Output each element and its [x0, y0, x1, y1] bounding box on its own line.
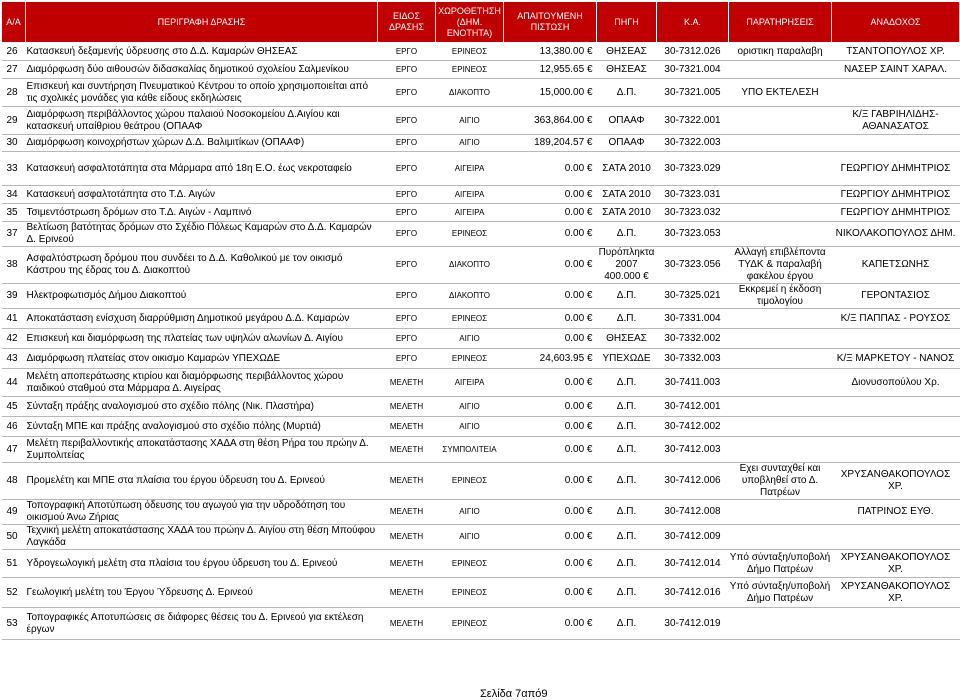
- row-number: 37: [2, 222, 26, 247]
- row-type: ΕΡΓΟ: [378, 152, 436, 186]
- row-ka: 30-7412.003: [657, 437, 729, 463]
- row-number: 51: [2, 550, 26, 578]
- row-description: Υδρογεωλογική μελέτη στα πλαίσια του έργου ύδρευση του Δ. Ερινεού: [26, 550, 378, 578]
- row-remarks: [729, 204, 832, 222]
- row-ka: 30-7411.003: [657, 369, 729, 397]
- table-row: [2, 608, 960, 640]
- table-row: [2, 329, 960, 349]
- row-ka: 30-7322.003: [657, 135, 729, 152]
- row-location: ΕΡΙΝΕΟΣ: [436, 550, 504, 578]
- row-description: Αποκατάσταση ενίσχυση διαρρύθμιση Δημοτικού μεγάρου Δ.Δ. Καμαρών: [26, 309, 378, 329]
- row-responsible: [832, 417, 960, 437]
- row-location: ΕΡΙΝΕΟΣ: [436, 578, 504, 608]
- row-responsible: ΓΕΩΡΓΙΟΥ ΔΗΜΗΤΡΙΟΣ: [832, 152, 960, 186]
- row-source: Δ.Π.: [597, 309, 657, 329]
- row-credit: 0.00 €: [504, 329, 597, 349]
- row-ka: 30-7412.014: [657, 550, 729, 578]
- row-remarks: Εχει συνταχθεί και υποβληθεί στο Δ. Πατρέων: [729, 463, 832, 500]
- row-ka: 30-7322.001: [657, 107, 729, 135]
- row-source: ΣΑΤΑ 2010: [597, 204, 657, 222]
- row-type: ΕΡΓΟ: [378, 135, 436, 152]
- row-credit: 0.00 €: [504, 525, 597, 550]
- row-location: ΑΙΓΕΙΡΑ: [436, 369, 504, 397]
- row-credit: 15,000.00 €: [504, 79, 597, 107]
- table-row: [2, 135, 960, 152]
- row-source: ΘΗΣΕΑΣ: [597, 329, 657, 349]
- row-remarks: Υπό σύνταξη/υποβολή Δήμο Πατρέων: [729, 578, 832, 608]
- table-row: [2, 186, 960, 204]
- row-remarks: [729, 309, 832, 329]
- row-credit: 13,380.00 €: [504, 43, 597, 61]
- row-ka: 30-7412.001: [657, 397, 729, 417]
- table-row: [2, 107, 960, 135]
- row-remarks: [729, 186, 832, 204]
- row-responsible: Διονυσοπούλου Χρ.: [832, 369, 960, 397]
- row-remarks: [729, 222, 832, 247]
- row-location: ΑΙΓΙΟ: [436, 329, 504, 349]
- row-type: ΜΕΛΕΤΗ: [378, 463, 436, 500]
- table-header: [2, 2, 960, 43]
- row-responsible: ΝΑΣΕΡ ΣΑΙΝΤ ΧΑΡΑΛ.: [832, 61, 960, 79]
- row-source: ΘΗΣΕΑΣ: [597, 61, 657, 79]
- row-number: 27: [2, 61, 26, 79]
- row-type: ΜΕΛΕΤΗ: [378, 550, 436, 578]
- row-ka: 30-7321.004: [657, 61, 729, 79]
- row-number: 42: [2, 329, 26, 349]
- table-row: [2, 578, 960, 608]
- row-location: ΣΥΜΠΟΛΙΤΕΙΑ: [436, 437, 504, 463]
- row-responsible: [832, 525, 960, 550]
- table-row: [2, 43, 960, 61]
- row-responsible: ΠΑΤΡΙΝΟΣ ΕΥΘ.: [832, 500, 960, 525]
- table-row: [2, 417, 960, 437]
- row-source: Πυρόπληκτα 2007 400.000 €: [597, 247, 657, 284]
- row-description: Ασφαλτόστρωση δρόμου που συνδέει το Δ.Δ. Καθολικού με τον οικισμό Κάστρου της έδρας του Δ. Διακοπτού: [26, 247, 378, 284]
- row-credit: 24,603.95 €: [504, 349, 597, 369]
- table-row: [2, 152, 960, 186]
- row-ka: 30-7323.056: [657, 247, 729, 284]
- row-location: ΑΙΓΙΟ: [436, 107, 504, 135]
- row-number: 29: [2, 107, 26, 135]
- row-credit: 0.00 €: [504, 397, 597, 417]
- row-responsible: ΓΕΡΟΝΤΑΣΙΟΣ: [832, 284, 960, 309]
- row-responsible: ΧΡΥΣΑΝΘΑΚΟΠΟΥΛΟΣ ΧΡ.: [832, 463, 960, 500]
- row-source: Δ.Π.: [597, 500, 657, 525]
- header-aa: Α/Α: [2, 2, 26, 43]
- row-source: Δ.Π.: [597, 284, 657, 309]
- row-description: Τοπογραφική Αποτύπωση όδευσης του αγωγού για την υδροδότηση του οικισμού Άνω Ζήριας: [26, 500, 378, 525]
- row-description: Ηλεκτροφωτισμός Δήμου Διακοπτού: [26, 284, 378, 309]
- row-number: 34: [2, 186, 26, 204]
- row-location: ΔΙΑΚΟΠΤΟ: [436, 284, 504, 309]
- row-description: Επισκευή και διαμόρφωση της πλατείας των υψηλών αλωνίων Δ. Αιγίου: [26, 329, 378, 349]
- row-ka: 30-7332.003: [657, 349, 729, 369]
- row-number: 46: [2, 417, 26, 437]
- row-description: Κατασκευή ασφαλτοτάπητα στο Τ.Δ. Αιγών: [26, 186, 378, 204]
- row-number: 26: [2, 43, 26, 61]
- row-remarks: [729, 525, 832, 550]
- row-responsible: ΓΕΩΡΓΙΟΥ ΔΗΜΗΤΡΙΟΣ: [832, 186, 960, 204]
- row-location: ΔΙΑΚΟΠΤΟ: [436, 247, 504, 284]
- row-description: Τοπογραφικές Αποτυπώσεις σε διάφορες θέσεις του Δ. Ερινεού για εκτέλεση έργων: [26, 608, 378, 640]
- row-ka: 30-7412.019: [657, 608, 729, 640]
- row-type: ΜΕΛΕΤΗ: [378, 525, 436, 550]
- table-row: [2, 500, 960, 525]
- row-ka: 30-7323.053: [657, 222, 729, 247]
- row-remarks: οριστικη παραλαβη: [729, 43, 832, 61]
- table-row: [2, 309, 960, 329]
- row-location: ΑΙΓΙΟ: [436, 397, 504, 417]
- row-responsible: ΝΙΚΟΛΑΚΟΠΟΥΛΟΣ ΔΗΜ.: [832, 222, 960, 247]
- row-number: 38: [2, 247, 26, 284]
- row-location: ΕΡΙΝΕΟΣ: [436, 309, 504, 329]
- row-description: Τεχνική μελέτη αποκατάστασης ΧΑΔΑ του πρώην Δ. Αιγίου στη θέση Μπούφου Λαγκάδα: [26, 525, 378, 550]
- row-type: ΕΡΓΟ: [378, 329, 436, 349]
- row-credit: 0.00 €: [504, 204, 597, 222]
- table-row: [2, 550, 960, 578]
- row-number: 49: [2, 500, 26, 525]
- header-ka: Κ.Α.: [657, 2, 729, 43]
- table-row: [2, 61, 960, 79]
- table-row: [2, 525, 960, 550]
- row-credit: 189,204.57 €: [504, 135, 597, 152]
- row-description: Διαμόρφωση κοινοχρήστων χώρων Δ.Δ. Βαλιμιτίκων (ΟΠΑΑΦ): [26, 135, 378, 152]
- row-type: ΕΡΓΟ: [378, 222, 436, 247]
- row-number: 28: [2, 79, 26, 107]
- row-ka: 30-7332.002: [657, 329, 729, 349]
- row-source: Δ.Π.: [597, 578, 657, 608]
- row-number: 50: [2, 525, 26, 550]
- row-responsible: ΤΣΑΝΤΟΠΟΥΛΟΣ ΧΡ.: [832, 43, 960, 61]
- row-credit: 0.00 €: [504, 247, 597, 284]
- row-type: ΜΕΛΕΤΗ: [378, 369, 436, 397]
- row-type: ΕΡΓΟ: [378, 349, 436, 369]
- row-location: ΑΙΓΕΙΡΑ: [436, 152, 504, 186]
- row-number: 45: [2, 397, 26, 417]
- row-source: Δ.Π.: [597, 608, 657, 640]
- header-remarks: ΠΑΡΑΤΗΡΗΣΕΙΣ: [729, 2, 832, 43]
- row-remarks: [729, 107, 832, 135]
- row-number: 33: [2, 152, 26, 186]
- row-source: ΣΑΤΑ 2010: [597, 152, 657, 186]
- row-credit: 0.00 €: [504, 608, 597, 640]
- row-description: Βελτίωση βατότητας δρόμων στο Σχέδιο Πόλεως Καμαρών στο Δ.Δ. Καμαρών Δ. Ερινεού: [26, 222, 378, 247]
- row-type: ΕΡΓΟ: [378, 204, 436, 222]
- row-location: ΑΙΓΙΟ: [436, 525, 504, 550]
- row-description: Επισκευή και συντήρηση Πνευματικού Κέντρου το οποίο χρησιμοποιείται από τις σχολικές μονάδες για κάθε είδους εκδηλώσεις: [26, 79, 378, 107]
- table-row: [2, 284, 960, 309]
- row-responsible: Κ/Ξ ΓΑΒΡΙΗΛΙΔΗΣ-ΑΘΑΝΑΣΑΤΟΣ: [832, 107, 960, 135]
- row-type: ΕΡΓΟ: [378, 186, 436, 204]
- table-row: [2, 204, 960, 222]
- row-credit: 0.00 €: [504, 417, 597, 437]
- row-location: ΕΡΙΝΕΟΣ: [436, 349, 504, 369]
- row-remarks: [729, 369, 832, 397]
- row-description: Σύνταξη πράξης αναλογισμού στο σχέδιο πόλης (Νικ. Πλαστήρα): [26, 397, 378, 417]
- row-description: Τσιμεντόστρωση δρόμων στο Τ.Δ. Αιγών - Λαμπινό: [26, 204, 378, 222]
- row-location: ΕΡΙΝΕΟΣ: [436, 43, 504, 61]
- row-remarks: [729, 397, 832, 417]
- header-credit: ΑΠΑΙΤΟΥΜΕΝΗ ΠΙΣΤΩΣΗ: [504, 2, 597, 43]
- row-ka: 30-7312.026: [657, 43, 729, 61]
- row-responsible: ΧΡΥΣΑΝΘΑΚΟΠΟΥΛΟΣ ΧΡ.: [832, 550, 960, 578]
- row-remarks: [729, 152, 832, 186]
- row-source: ΘΗΣΕΑΣ: [597, 43, 657, 61]
- row-responsible: [832, 329, 960, 349]
- row-responsible: ΚΑΠΕΤΣΩΝΗΣ: [832, 247, 960, 284]
- row-description: Σύνταξη ΜΠΕ και πράξης αναλογισμού στο σχέδιο πόλης (Μυρτιά): [26, 417, 378, 437]
- row-type: ΕΡΓΟ: [378, 107, 436, 135]
- row-number: 43: [2, 349, 26, 369]
- row-type: ΜΕΛΕΤΗ: [378, 437, 436, 463]
- row-source: ΣΑΤΑ 2010: [597, 186, 657, 204]
- row-description: Προμελέτη και ΜΠΕ στα πλαίσια του έργου ύδρευση του Δ. Ερινεού: [26, 463, 378, 500]
- row-responsible: [832, 79, 960, 107]
- row-responsible: [832, 608, 960, 640]
- row-type: ΕΡΓΟ: [378, 61, 436, 79]
- row-location: ΑΙΓΕΙΡΑ: [436, 204, 504, 222]
- row-description: Μελέτη αποπεράτωσης κτιρίου και διαμόρφωσης περιβάλλοντος χώρου παιδικού σταθμού στα Μάρμαρα Δ. Αιγείρας: [26, 369, 378, 397]
- row-credit: 0.00 €: [504, 463, 597, 500]
- row-ka: 30-7323.031: [657, 186, 729, 204]
- row-type: ΕΡΓΟ: [378, 247, 436, 284]
- row-source: ΟΠΑΑΦ: [597, 135, 657, 152]
- row-ka: 30-7412.008: [657, 500, 729, 525]
- row-ka: 30-7331.004: [657, 309, 729, 329]
- row-credit: 0.00 €: [504, 500, 597, 525]
- page-footer: Σελίδα 7από9: [480, 688, 548, 700]
- row-source: Δ.Π.: [597, 463, 657, 500]
- row-description: Κατασκευή ασφαλτοτάπητα στα Μάρμαρα από 18η Ε.Ο. έως νεκροταφείο: [26, 152, 378, 186]
- row-remarks: [729, 135, 832, 152]
- row-source: Δ.Π.: [597, 417, 657, 437]
- row-credit: 0.00 €: [504, 222, 597, 247]
- row-type: ΕΡΓΟ: [378, 309, 436, 329]
- row-number: 41: [2, 309, 26, 329]
- works-table: [1, 1, 960, 640]
- row-ka: 30-7412.002: [657, 417, 729, 437]
- header-description: ΠΕΡΙΓΡΑΦΗ ΔΡΑΣΗΣ: [26, 2, 378, 43]
- row-ka: 30-7321.005: [657, 79, 729, 107]
- row-remarks: [729, 349, 832, 369]
- row-location: ΔΙΑΚΟΠΤΟ: [436, 79, 504, 107]
- row-location: ΕΡΙΝΕΟΣ: [436, 222, 504, 247]
- row-remarks: ΥΠΟ ΕΚΤΕΛΕΣΗ: [729, 79, 832, 107]
- row-ka: 30-7412.016: [657, 578, 729, 608]
- row-responsible: [832, 135, 960, 152]
- row-number: 35: [2, 204, 26, 222]
- table-row: [2, 463, 960, 500]
- row-description: Κατασκευή δεξαμενής ύδρευσης στο Δ.Δ. Καμαρών ΘΗΣΕΑΣ: [26, 43, 378, 61]
- row-source: ΥΠΕΧΩΔΕ: [597, 349, 657, 369]
- row-credit: 0.00 €: [504, 578, 597, 608]
- row-type: ΕΡΓΟ: [378, 43, 436, 61]
- row-credit: 12,955.65 €: [504, 61, 597, 79]
- table-body: [2, 43, 960, 640]
- row-location: ΕΡΙΝΕΟΣ: [436, 608, 504, 640]
- table-row: [2, 437, 960, 463]
- row-number: 44: [2, 369, 26, 397]
- row-remarks: [729, 61, 832, 79]
- row-number: 52: [2, 578, 26, 608]
- row-description: Γεωλογική μελέτη του Έργου Ύδρευσης Δ. Ερινεού: [26, 578, 378, 608]
- row-credit: 0.00 €: [504, 369, 597, 397]
- row-credit: 0.00 €: [504, 186, 597, 204]
- row-responsible: Κ/Ξ ΠΑΠΠΑΣ - ΡΟΥΣΟΣ: [832, 309, 960, 329]
- row-responsible: [832, 397, 960, 417]
- row-type: ΜΕΛΕΤΗ: [378, 608, 436, 640]
- row-number: 53: [2, 608, 26, 640]
- row-type: ΜΕΛΕΤΗ: [378, 578, 436, 608]
- table-row: [2, 79, 960, 107]
- row-remarks: [729, 500, 832, 525]
- table-row: [2, 349, 960, 369]
- row-responsible: Κ/Ξ ΜΑΡΚΕΤΟΥ - ΝΑΝΟΣ: [832, 349, 960, 369]
- row-remarks: [729, 329, 832, 349]
- row-source: Δ.Π.: [597, 397, 657, 417]
- row-credit: 0.00 €: [504, 284, 597, 309]
- header-type: ΕΙΔΟΣ ΔΡΑΣΗΣ: [378, 2, 436, 43]
- row-responsible: [832, 437, 960, 463]
- row-remarks: Εκκρεμεί η έκδοση τιμολογίου: [729, 284, 832, 309]
- row-source: Δ.Π.: [597, 222, 657, 247]
- row-location: ΑΙΓΙΟ: [436, 135, 504, 152]
- row-number: 39: [2, 284, 26, 309]
- row-location: ΑΙΓΕΙΡΑ: [436, 186, 504, 204]
- row-ka: 30-7325.021: [657, 284, 729, 309]
- row-credit: 363,864.00 €: [504, 107, 597, 135]
- row-ka: 30-7323.032: [657, 204, 729, 222]
- row-source: Δ.Π.: [597, 550, 657, 578]
- table-row: [2, 369, 960, 397]
- row-ka: 30-7412.006: [657, 463, 729, 500]
- row-number: 47: [2, 437, 26, 463]
- row-credit: 0.00 €: [504, 437, 597, 463]
- row-credit: 0.00 €: [504, 152, 597, 186]
- row-remarks: [729, 608, 832, 640]
- row-description: Διαμόρφωση δύο αιθουσών διδασκαλίας δημοτικού σχολείου Σαλμενίκου: [26, 61, 378, 79]
- row-credit: 0.00 €: [504, 309, 597, 329]
- row-source: Δ.Π.: [597, 369, 657, 397]
- row-location: ΑΙΓΙΟ: [436, 500, 504, 525]
- row-location: ΑΙΓΙΟ: [436, 417, 504, 437]
- row-description: Διαμόρφωση περιβάλλοντος χώρου παλαιού Νοσοκομείου Δ.Αιγίου και κατασκευή υπαίθριου θεάτρου (ΟΠΑΑΦ: [26, 107, 378, 135]
- row-description: Διαμόρφωση πλατείας στον οικισμο Καμαρών ΥΠΕΧΩΔΕ: [26, 349, 378, 369]
- table-row: [2, 247, 960, 284]
- row-credit: 0.00 €: [504, 550, 597, 578]
- row-responsible: ΓΕΩΡΓΙΟΥ ΔΗΜΗΤΡΙΟΣ: [832, 204, 960, 222]
- row-remarks: Υπό σύνταξη/υποβολή Δήμο Πατρέων: [729, 550, 832, 578]
- row-source: Δ.Π.: [597, 437, 657, 463]
- header-source: ΠΗΓΗ: [597, 2, 657, 43]
- row-type: ΜΕΛΕΤΗ: [378, 417, 436, 437]
- row-location: ΕΡΙΝΕΟΣ: [436, 463, 504, 500]
- row-type: ΜΕΛΕΤΗ: [378, 397, 436, 417]
- row-source: Δ.Π.: [597, 525, 657, 550]
- header-location: ΧΩΡΟΘΕΤΗΣΗ (ΔΗΜ. ΕΝΟΤΗΤΑ): [436, 2, 504, 43]
- row-location: ΕΡΙΝΕΟΣ: [436, 61, 504, 79]
- row-type: ΕΡΓΟ: [378, 79, 436, 107]
- row-ka: 30-7412.009: [657, 525, 729, 550]
- row-description: Μελέτη περιβαλλοντικής αποκατάστασης ΧΑΔΑ στη θέση Ρήρα του πρώην Δ. Συμπολιτείας: [26, 437, 378, 463]
- table-row: [2, 222, 960, 247]
- row-number: 48: [2, 463, 26, 500]
- row-ka: 30-7323.029: [657, 152, 729, 186]
- row-remarks: [729, 417, 832, 437]
- header-responsible: ΑΝΑΔΟΧΟΣ: [832, 2, 960, 43]
- row-remarks: [729, 437, 832, 463]
- row-source: Δ.Π.: [597, 79, 657, 107]
- table-row: [2, 397, 960, 417]
- row-responsible: ΧΡΥΣΑΝΘΑΚΟΠΟΥΛΟΣ ΧΡ.: [832, 578, 960, 608]
- row-source: ΟΠΑΑΦ: [597, 107, 657, 135]
- row-type: ΜΕΛΕΤΗ: [378, 500, 436, 525]
- row-number: 30: [2, 135, 26, 152]
- row-type: ΕΡΓΟ: [378, 284, 436, 309]
- row-remarks: Αλλαγή επιβλέποντα ΤΥΔΚ & παραλαβή φακέλου έργου: [729, 247, 832, 284]
